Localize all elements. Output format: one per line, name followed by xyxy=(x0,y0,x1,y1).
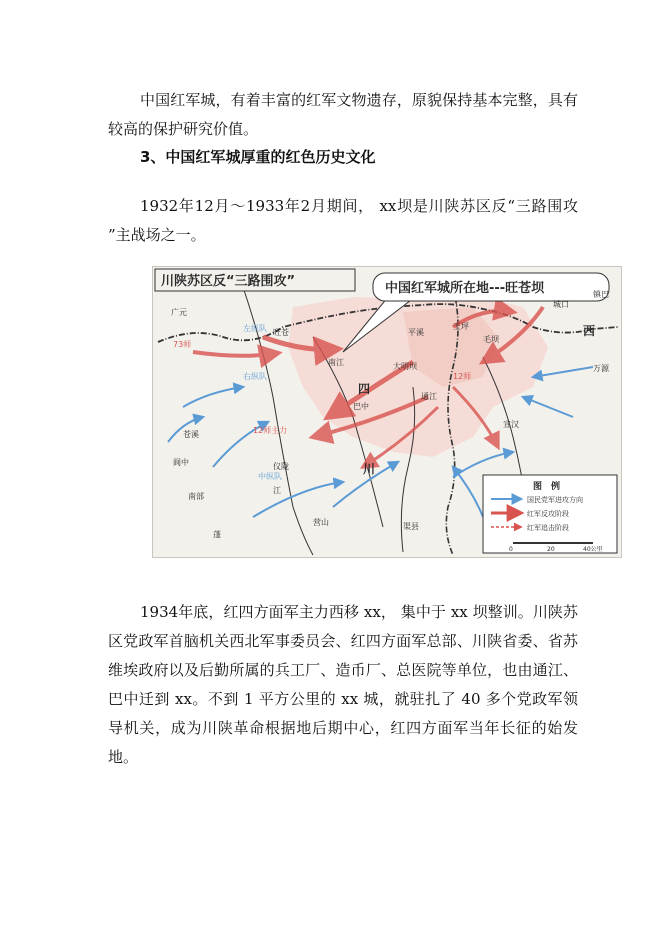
unit-label: 左纵队 xyxy=(243,324,267,333)
place-label: 宣汉 xyxy=(503,420,519,429)
paragraph-2: 1932年12月～1933年2月期间， xx坝是川陕苏区反“三路围攻 ”主战场之一。 xyxy=(108,197,578,244)
legend-title: 图 例 xyxy=(533,482,561,492)
place-label: 江 xyxy=(273,486,281,495)
place-label: 蓬 xyxy=(213,530,221,539)
legend-item: 红军追击阶段 xyxy=(527,524,569,532)
place-label: 城口 xyxy=(553,300,569,309)
place-label: 平溪 xyxy=(408,328,424,337)
region-label: 四 xyxy=(358,382,371,396)
unit-label: 73师 xyxy=(173,340,192,349)
place-label: 苍溪 xyxy=(183,430,199,439)
blue-arrow-5 xyxy=(453,452,513,477)
historical-map xyxy=(152,266,622,558)
place-label: 王坪 xyxy=(453,322,469,331)
region-label: 西 xyxy=(583,324,596,338)
place-label: 镇巴 xyxy=(593,290,609,299)
region-label: 川 xyxy=(363,462,376,476)
scale-label: 20 xyxy=(547,546,555,553)
blue-arrow-3 xyxy=(253,482,343,517)
unit-label: 右纵队 xyxy=(243,372,267,381)
paragraph-1: 中国红军城，有着丰富的红军文物遗存，原貌保持基本完整，具有较高的保护研究价值。 xyxy=(108,91,578,138)
blue-arrow-1 xyxy=(183,387,243,407)
legend-item: 红军反攻阶段 xyxy=(527,510,569,518)
place-label: 南江 xyxy=(328,358,344,367)
place-label: 广元 xyxy=(171,308,187,317)
scale-label: 40公里 xyxy=(583,546,603,553)
map-svg xyxy=(153,267,621,557)
map-title: 川陕苏区反“三路围攻” xyxy=(161,274,296,289)
place-label: 营山 xyxy=(313,518,329,527)
unit-label: 中纵队 xyxy=(258,472,282,481)
unit-label: 12师主力 xyxy=(253,426,288,435)
place-label: 毛坝 xyxy=(483,335,499,344)
place-label: 万源 xyxy=(593,364,609,373)
paragraph-3: 1934年底，红四方面军主力西移 xx， 集中于 xx 坝整训。川陕苏区党政军首脑机关西北军事委员会、红四方面军总部、川陕省委、省苏维埃政府以及后勤所属的兵工厂、造币厂、总医院等单位，也由通江、巴中迁到 xx。不到 1 平方公里的 xx 城，就驻扎了 40 多个党政军领导机关，成为川陕革命根据地后期中心，红四方面军当年长征的始发地。 xyxy=(108,603,578,766)
blue-arrow-8 xyxy=(523,397,573,417)
place-label: 巴中 xyxy=(353,402,369,411)
callout-text: 中国红军城所在地---旺苍坝 xyxy=(385,281,545,296)
place-label: 通江 xyxy=(421,392,437,401)
place-label: 阆中 xyxy=(173,458,189,467)
legend-item: 国民党军进攻方向 xyxy=(527,496,583,504)
section-heading: 3、中国红军城厚重的红色历史文化 xyxy=(140,148,376,166)
place-label: 南部 xyxy=(188,492,204,501)
place-label: 旺苍 xyxy=(273,328,289,337)
place-label: 渠县 xyxy=(403,522,419,531)
unit-label: 12师 xyxy=(453,372,472,381)
red-arrow-1 xyxy=(193,352,278,356)
blue-arrow-7 xyxy=(533,367,593,377)
scale-label: 0 xyxy=(509,546,513,553)
place-label: 仪陇 xyxy=(273,462,289,471)
place-label: 大明坝 xyxy=(393,362,417,371)
